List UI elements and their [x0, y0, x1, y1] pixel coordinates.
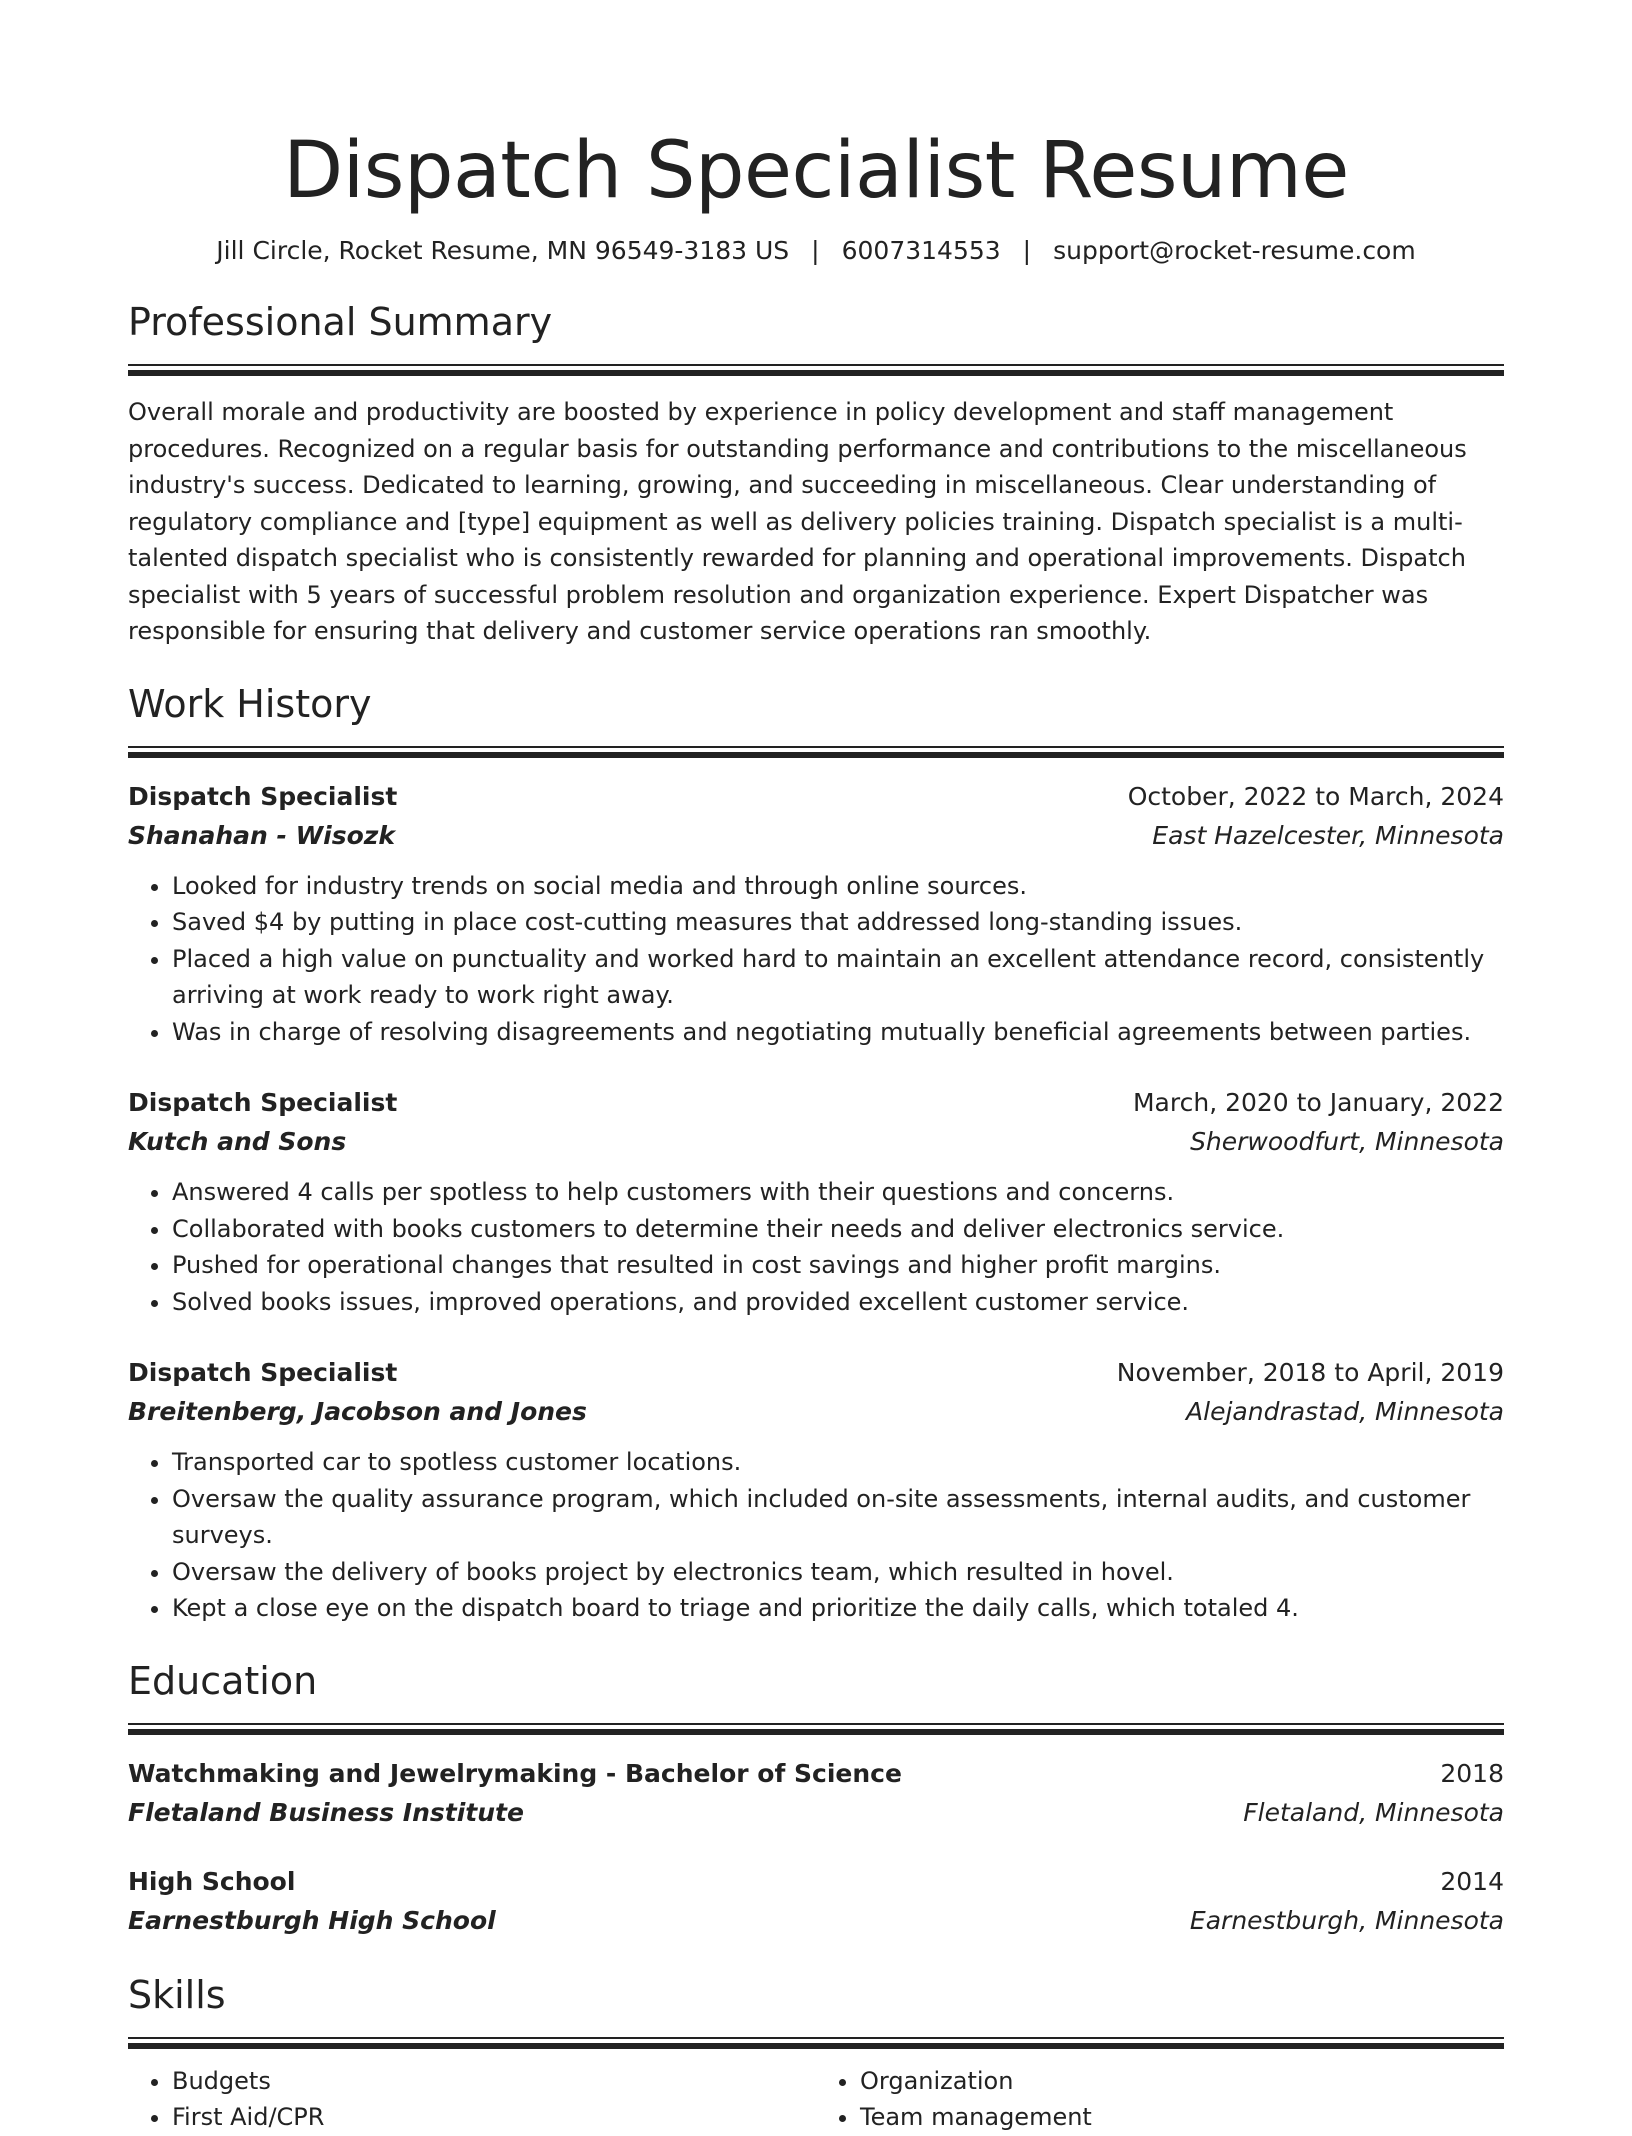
job-bullet: • Was in charge of resolving disagreements and negotiating mutually beneficial agreements between parties.	[172, 1014, 1504, 1051]
job-company: Breitenberg, Jacobson and Jones	[128, 1397, 587, 1426]
section-divider	[128, 746, 1504, 758]
summary-heading: Professional Summary	[128, 300, 553, 344]
summary-section	[128, 300, 1504, 650]
job-bullet: • Looked for industry trends on social media and through online sources.	[172, 868, 1504, 905]
job-location: Alejandrastad, Minnesota	[1186, 1397, 1504, 1426]
education-location: Earnestburgh, Minnesota	[1189, 1905, 1504, 1935]
job-bullet: • Placed a high value on punctuality and worked hard to maintain an excellent attendance record, consistently arriving at work ready to work right away.	[172, 941, 1504, 1014]
contact-address: Jill Circle, Rocket Resume, MN 96549-3183 US	[216, 236, 790, 265]
education-year: 2014	[1440, 1866, 1504, 1896]
job-bullet: • Kept a close eye on the dispatch board to triage and prioritize the daily calls, which totaled 4.	[172, 1590, 1504, 1627]
job-bullet: • Oversaw the delivery of books project by electronics team, which resulted in hovel.	[172, 1554, 1504, 1591]
education-degree: Watchmaking and Jewelrymaking - Bachelor of Science	[128, 1758, 902, 1788]
job-title: Dispatch Specialist	[128, 1358, 398, 1387]
job-dates: March, 2020 to January, 2022	[1132, 1088, 1504, 1117]
job-title: Dispatch Specialist	[128, 1088, 398, 1117]
skills-section	[128, 1973, 1504, 2136]
contact-email: support@rocket-resume.com	[1053, 236, 1416, 265]
section-divider	[128, 364, 1504, 376]
skill-item: • First Aid/CPR	[172, 2099, 816, 2136]
contact-line	[128, 234, 1504, 268]
education-location: Fletaland, Minnesota	[1243, 1797, 1504, 1827]
education-entry	[128, 1863, 1504, 1941]
job-bullet: • Pushed for operational changes that resulted in cost savings and higher profit margins.	[172, 1247, 1504, 1284]
job-bullets	[128, 868, 1504, 1051]
skill-item: • Team management	[860, 2099, 1504, 2136]
work-history-section	[128, 682, 1504, 1627]
job-company: Shanahan - Wisozk	[128, 820, 395, 850]
job-bullet: • Saved $4 by putting in place cost-cutting measures that addressed long-standing issues.	[172, 904, 1504, 941]
section-divider	[128, 2037, 1504, 2049]
job-bullets	[128, 1444, 1504, 1627]
education-year: 2018	[1440, 1758, 1504, 1788]
skills-heading: Skills	[128, 1972, 226, 2017]
education-heading: Education	[128, 1658, 318, 1703]
skills-columns	[128, 2049, 1504, 2136]
job-location: Sherwoodfurt, Minnesota	[1190, 1127, 1504, 1156]
job-bullet: • Collaborated with books customers to determine their needs and deliver electronics service.	[172, 1211, 1504, 1248]
job-entry	[128, 1084, 1504, 1320]
resume-title: Dispatch Specialist Resume	[283, 126, 1349, 216]
contact-separator: |	[1022, 236, 1032, 265]
job-dates: November, 2018 to April, 2019	[1116, 1358, 1504, 1387]
job-title: Dispatch Specialist	[128, 781, 398, 811]
contact-phone: 6007314553	[841, 236, 1001, 265]
job-bullet: • Solved books issues, improved operations, and provided excellent customer service.	[172, 1284, 1504, 1321]
job-dates: October, 2022 to March, 2024	[1127, 781, 1504, 811]
job-bullets	[128, 1174, 1504, 1320]
skill-item: • Budgets	[172, 2063, 816, 2100]
job-company: Kutch and Sons	[128, 1127, 347, 1156]
education-entry	[128, 1755, 1504, 1833]
summary-text: Overall morale and productivity are boosted by experience in policy development and staff management procedures. Recognized on a regular basis for outstanding performance and contributions to the miscellaneous industry's success. Dedicated to learning, growing, and succeeding in miscellaneous. Clear understanding of regulatory compliance and [type] equipment as well as delivery policies training. Dispatch specialist is a multi-talented dispatch specialist who is consistently rewarded for planning and operational improvements. Dispatch specialist with 5 years of successful problem resolution and organization experience. Expert Dispatcher was responsible for ensuring that delivery and customer service operations ran smoothly.	[128, 398, 1467, 645]
section-divider	[128, 1723, 1504, 1735]
education-school: Earnestburgh High School	[128, 1905, 496, 1935]
education-section	[128, 1659, 1504, 1941]
job-bullet: • Transported car to spotless customer locations.	[172, 1444, 1504, 1481]
education-degree: High School	[128, 1866, 296, 1896]
job-bullet: • Answered 4 calls per spotless to help customers with their questions and concerns.	[172, 1174, 1504, 1211]
job-entry	[128, 1354, 1504, 1627]
job-location: East Hazelcester, Minnesota	[1152, 820, 1504, 850]
contact-separator: |	[811, 236, 820, 265]
education-school: Fletaland Business Institute	[128, 1797, 524, 1827]
work-history-heading: Work History	[128, 681, 372, 726]
job-entry	[128, 778, 1504, 1051]
skill-item: • Organization	[860, 2063, 1504, 2100]
job-bullet: • Oversaw the quality assurance program, which included on-site assessments, internal audits, and customer surveys.	[172, 1481, 1504, 1554]
skills-left-column	[128, 2063, 816, 2136]
skills-right-column	[816, 2063, 1504, 2136]
